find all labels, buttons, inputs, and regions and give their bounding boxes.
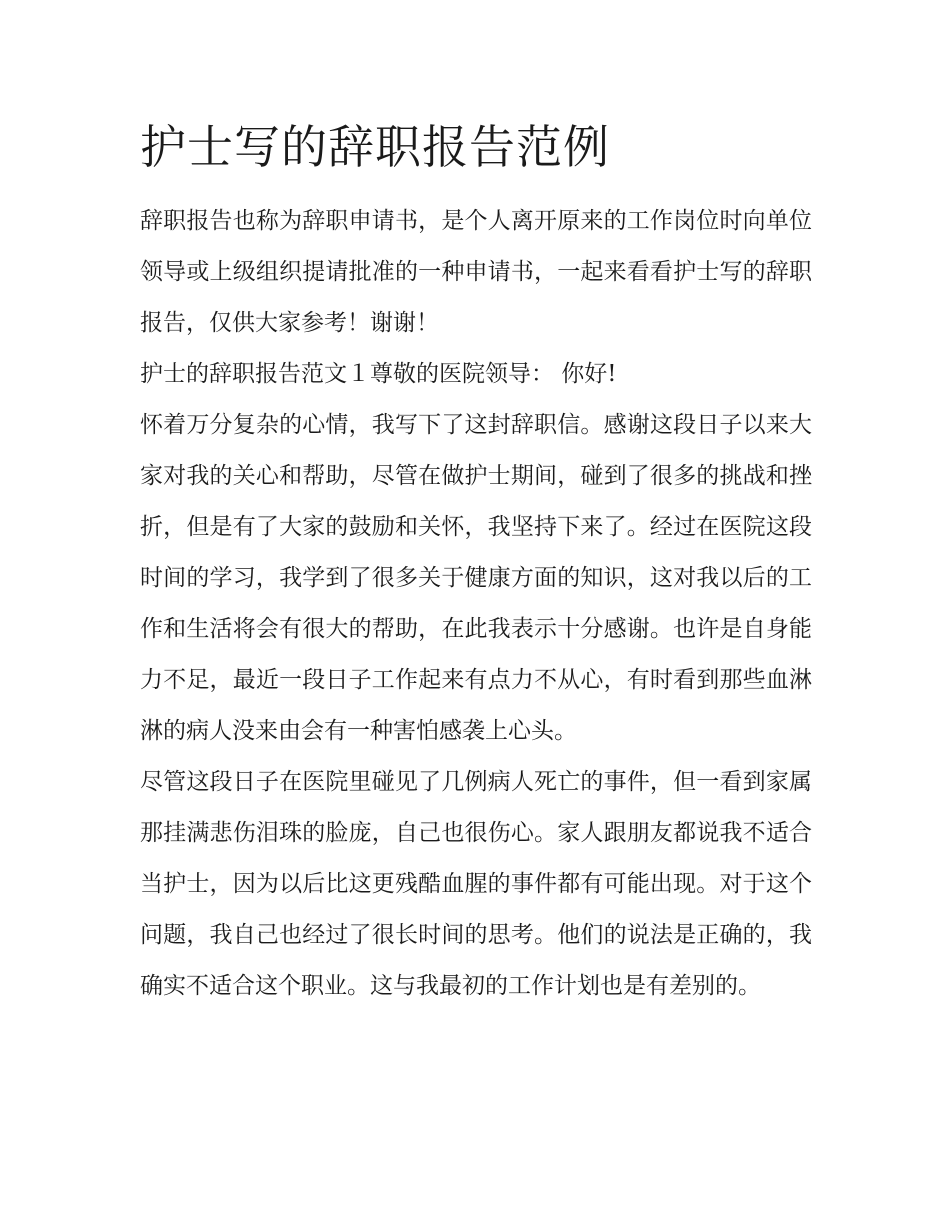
paragraph-intro: 辞职报告也称为辞职申请书，是个人离开原来的工作岗位时向单位领导或上级组织提请批准的一种申请书，一起来看看护士写的辞职报告，仅供大家参考！谢谢！ [140,208,812,336]
document-content [140,112,812,1012]
paragraph-body-2: 尽管这段日子在医院里碰见了几例病人死亡的事件，但一看到家属那挂满悲伤泪珠的脸庞，自己也很伤心。家人跟朋友都说我不适合当护士，因为以后比这更残酷血腥的事件都有可能出现。对于这个问题，我自己也经过了很长时间的思考。他们的说法是正确的，我确实不适合这个职业。这与我最初的工作计划也是有差别的。 [140,769,812,999]
document-title: 护士写的辞职报告范例 [140,120,610,174]
paragraph-body-1: 怀着万分复杂的心情，我写下了这封辞职信。感谢这段日子以来大家对我的关心和帮助，尽管在做护士期间，碰到了很多的挑战和挫折，但是有了大家的鼓励和关怀，我坚持下来了。经过在医院这段时间的学习，我学到了很多关于健康方面的知识，这对我以后的工作和生活将会有很大的帮助，在此我表示十分感谢。也许是自身能力不足，最近一段日子工作起来有点力不从心，有时看到那些血淋淋的病人没来由会有一种害怕感袭上心头。 [140,412,812,744]
paragraph-salutation: 护士的辞职报告范文１尊敬的医院领导： 你好! [140,361,617,387]
